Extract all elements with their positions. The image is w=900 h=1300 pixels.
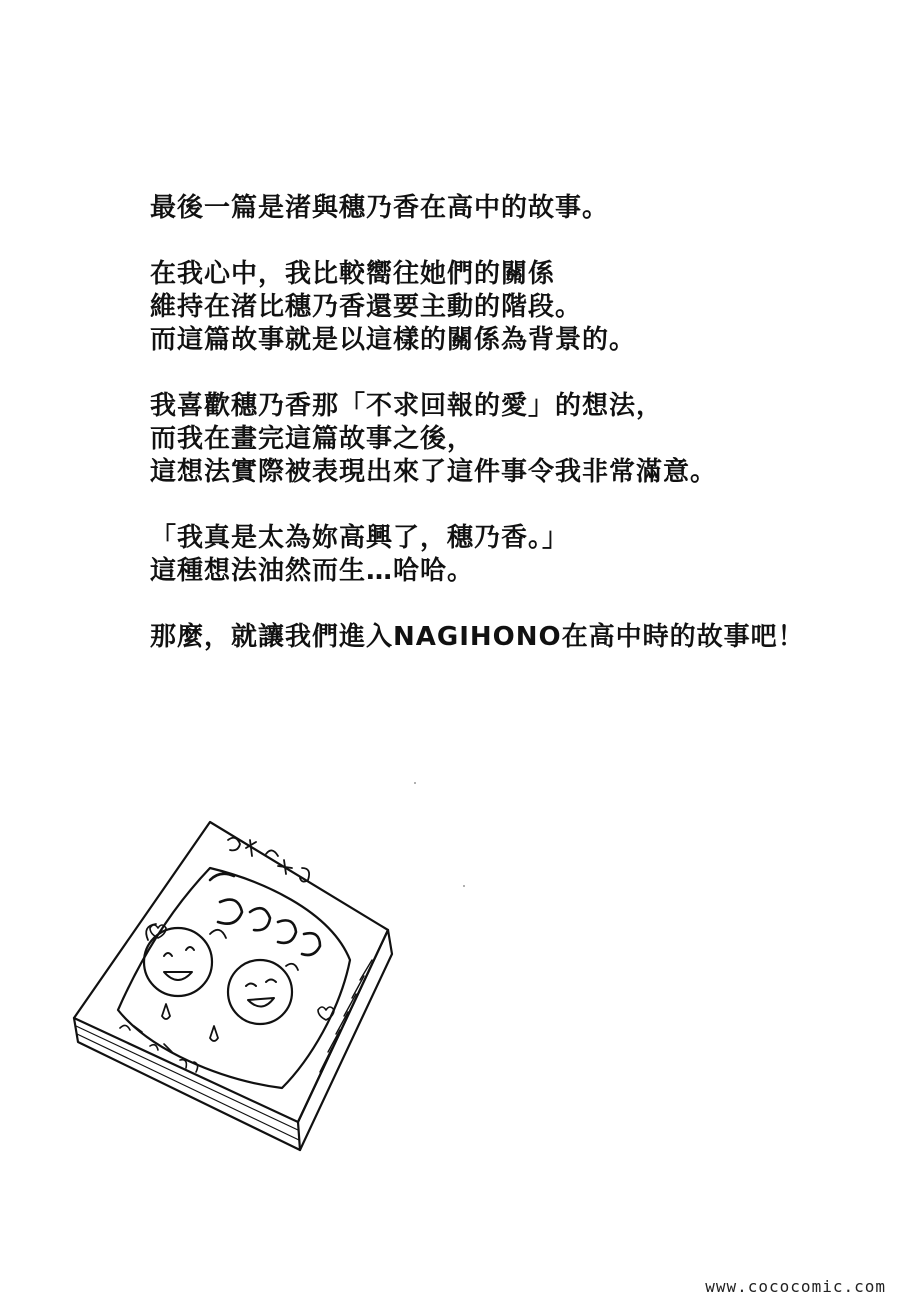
text-line: 我喜歡穗乃香那「不求回報的愛」的想法，	[150, 391, 664, 421]
speck	[414, 782, 416, 784]
text-line: 維持在渚比穗乃香還要主動的階段。	[150, 292, 583, 322]
text-line: 而這篇故事就是以這樣的關係為背景的。	[150, 325, 637, 355]
text-line: 「我真是太為妳高興了，穗乃香。」	[150, 523, 570, 553]
text-line: 那麼，就讓我們進入NAGIHONO在高中時的故事吧！	[150, 622, 805, 652]
paragraph-2	[150, 258, 870, 357]
text-line: 這想法實際被表現出來了這件事令我非常滿意。	[150, 457, 718, 487]
book-spine-edge	[298, 930, 392, 1150]
paragraph-4	[150, 522, 870, 588]
speck	[463, 885, 465, 887]
paragraph-5	[150, 621, 870, 654]
book-pages	[74, 1018, 300, 1150]
text-line: 而我在畫完這篇故事之後，	[150, 424, 475, 454]
text-line: 這種想法油然而生…哈哈。	[150, 556, 475, 586]
paragraph-1	[150, 192, 870, 225]
book-illustration	[60, 810, 400, 1170]
watermark: www.cococomic.com	[705, 1277, 886, 1296]
text-line: 在我心中，我比較嚮往她們的關係	[150, 259, 556, 289]
character-face-right	[228, 960, 292, 1024]
afterword-text	[150, 192, 870, 687]
paragraph-3	[150, 390, 870, 489]
character-face-left	[144, 928, 212, 996]
text-line: 最後一篇是渚與穗乃香在高中的故事。	[150, 193, 610, 223]
